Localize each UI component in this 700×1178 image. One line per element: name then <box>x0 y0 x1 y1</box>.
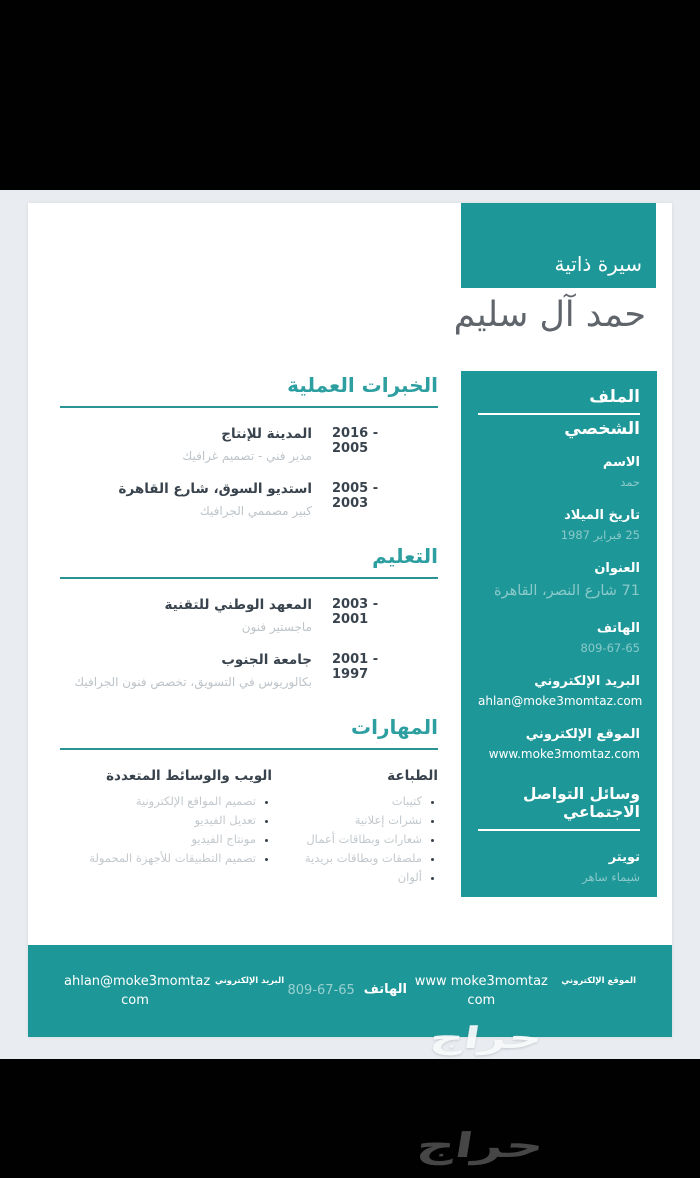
field-label-name: الاسم <box>602 454 640 470</box>
field-value-twitter: شيماء ساهر <box>582 869 640 884</box>
skill-item: • ألوان <box>292 868 422 887</box>
entry-body <box>60 597 312 634</box>
footer-phone-label: الهاتف <box>363 982 407 998</box>
skill-item: • شعارات وبطاقات أعمال <box>292 830 422 849</box>
photo-background <box>0 190 700 1059</box>
contact-footer <box>28 945 672 1037</box>
entry-dates: 2003 - 2001 <box>332 597 379 627</box>
field-label-phone: الهاتف <box>596 620 640 636</box>
cv-title-banner <box>461 203 656 288</box>
skill-item: • ملصقات وبطاقات بريدية <box>292 849 422 868</box>
skill-group-name: الويب والوسائط المتعددة <box>106 768 272 784</box>
cv-page <box>28 203 672 1037</box>
entry-body <box>60 481 312 518</box>
skill-item: • نشرات إعلانية <box>292 811 422 830</box>
entry-organization: المدينة للإنتاج <box>221 426 312 442</box>
experience-entry <box>60 426 438 463</box>
entry-role: مدير فني - تصميم غرافيك <box>182 449 312 463</box>
skills-columns <box>60 768 438 887</box>
education-entry <box>60 652 438 689</box>
social-section-title: وسائل التواصل الاجتماعي <box>522 784 640 821</box>
field-value-birthdate: 25 فبراير 1987 <box>560 527 640 542</box>
experience-title: الخبرات العملية <box>60 373 438 408</box>
footer-phone-value: 809-67-65 <box>287 983 355 999</box>
haraj-watermark-dark: حراج <box>413 1126 548 1166</box>
field-label-twitter: تويتر <box>608 849 640 865</box>
field-value-address: 71 شارع النصر، القاهرة <box>493 582 640 599</box>
skill-item: • تعديل الفيديو <box>60 811 256 830</box>
section-education <box>60 544 438 689</box>
field-label-email: البريد الإلكتروني <box>534 673 640 689</box>
skill-item: • تصميم التطبيقات للأجهزة المحمولة <box>60 849 256 868</box>
profile-title-rule <box>478 413 640 415</box>
entry-organization: استديو السوق، شارع القاهرة <box>118 481 312 497</box>
section-skills <box>60 715 438 887</box>
field-label-website: الموقع الإلكتروني <box>525 726 640 742</box>
field-value-phone: 809-67-65 <box>580 640 640 655</box>
entry-role: ماجستير فنون <box>241 620 312 634</box>
entry-body <box>60 426 312 463</box>
footer-email-value: ahlan@moke3momtaz com <box>64 973 211 1008</box>
field-label-address: العنوان <box>594 560 640 576</box>
footer-website-label: الموقع الإلكتروني <box>561 975 636 986</box>
skill-list <box>60 792 272 868</box>
education-title: التعليم <box>60 544 438 579</box>
skill-group-web <box>60 768 272 887</box>
person-name: حمد آل سليم <box>453 295 646 335</box>
skill-item: • تصميم المواقع الإلكترونية <box>60 792 256 811</box>
entry-role: كبير مصممي الجرافيك <box>199 504 312 518</box>
bottom-black-bar <box>0 1059 700 1178</box>
haraj-watermark-light: حراج <box>427 1021 546 1056</box>
entry-role: بكالوريوس في التسويق، تخصص فنون الجرافيك <box>74 675 312 689</box>
entry-dates: 2005 - 2003 <box>332 481 379 511</box>
skill-item: • مونتاج الفيديو <box>60 830 256 849</box>
field-label-birthdate: تاريخ الميلاد <box>564 507 640 523</box>
entry-organization: جامعة الجنوب <box>221 652 312 668</box>
experience-entry <box>60 481 438 518</box>
footer-email-label: البريد الإلكتروني <box>215 975 285 986</box>
field-value-website: www.moke3momtaz.com <box>488 746 640 761</box>
entry-organization: المعهد الوطني للتقنية <box>164 597 312 613</box>
footer-phone-group <box>288 981 407 1001</box>
entry-dates: 2001 - 1997 <box>332 652 379 682</box>
profile-title-line1: الملف <box>589 387 640 407</box>
footer-website-group <box>410 972 636 1011</box>
skill-list <box>292 792 438 887</box>
section-experience <box>60 373 438 518</box>
entry-body <box>60 652 312 689</box>
cv-title: سيرة ذاتية <box>554 252 642 276</box>
profile-sidebar <box>461 371 657 897</box>
skill-group-print <box>292 768 438 887</box>
social-title-rule <box>478 829 640 831</box>
field-value-name: حمد <box>620 474 640 489</box>
footer-email-group <box>64 972 284 1011</box>
profile-title-line2: الشخصي <box>564 419 640 440</box>
top-black-bar <box>0 0 700 190</box>
skill-item: • كتيبات <box>292 792 422 811</box>
footer-website-value: www moke3momtaz com <box>414 973 548 1008</box>
entry-dates: 2016 - 2005 <box>332 426 379 456</box>
education-entry <box>60 597 438 634</box>
main-column <box>60 373 438 913</box>
skill-group-name: الطباعة <box>387 768 438 784</box>
field-value-email: ahlan@moke3momtaz.com <box>478 693 643 708</box>
skills-title: المهارات <box>60 715 438 750</box>
